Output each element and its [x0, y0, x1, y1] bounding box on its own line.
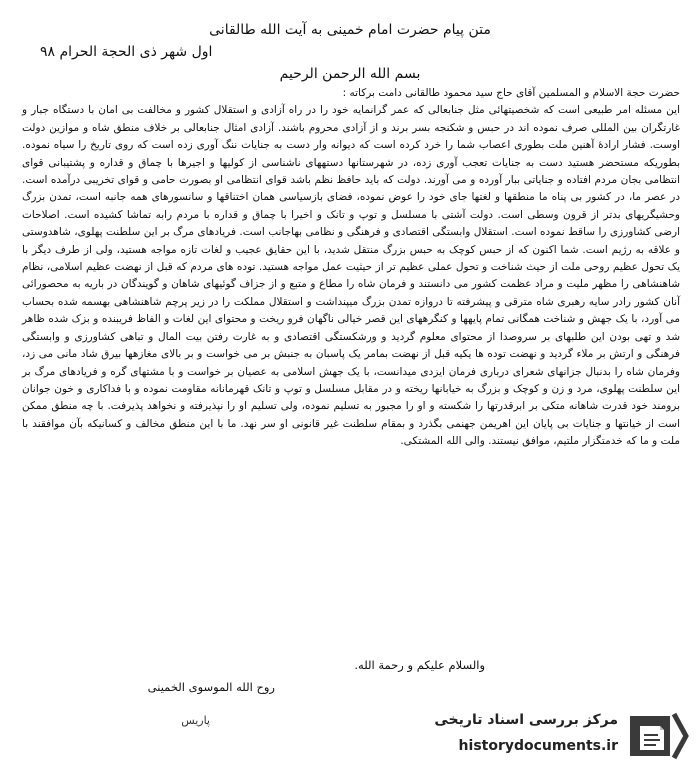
message-text: این مسئله امر طبیعی است که شخصیتهائی مثل جنابعالی که عمر گرانمایه خود را در راه آزادی و استقلال کشور و مخالفت بی امان با دستگاه جبار و غارتگران بین المللی صرف نموده اند در حبس و شکنجه بسر برند و از آزادی محروم باشند. آزادی امثال جنابعالی بر خلاف منطق شاه و موازین دولت اوست. فشار ارادۀ آهنین ملت بطوری اعصاب شما را خرد کرده است که دیوانه وار دست به جنایات ننگ آوری زده است که روی تاریخ را سیاه نموده. بطوریکه مستحضر هستید دست به جنایات تعجب آوری زده، در شهرستانها دستههای ناشناسی از کولیها و اجیرها با چماق و قداره و پشتیبانی قوای انتظامی بجان مردم افتاده و جنایاتی ببار آورده و می آورند. دولت که باید حافظ نظم باشد قوای انتظامی او بصورت حامی و قوای تخریبی درآمده است. در عصر ما، در کشور بی پناه ما منطقها و لغتها جای خود را عوض نموده، فضای بازسیاسی همان اختناقها و سانسورهای همه جانبه است، تمدن بزرگ وحشیگریهای بدتر از قرون وسطی است. دولت آشتی با مسلسل و توپ و تانک و اخیرا با چماق و قداره با مردم رابه تماشا کشیده است. اصلاحات ارضی کشاورزی را ساقط نموده است. استقلال وابستگی اقتصادی و فرهنگی و نظامی بهاجانب است. فریادهای مرگ بر این سلطنت پهلوی، شاهدوستی و علاقه به رژیم است. شما اکنون که از حبس کوچک به حبس بزرگ منتقل شدید، با این حقایق عجیب و لغات تازه مواجه هستید، ولی از طرف دیگر با یک تحول عظیم روحی ملت از حیث شناخت و تحول عملی عظیم تر از حیثیت عمل مواجه هستید. توده های مردم که قبل از نهضت عظیم اسلامی، نظام شاهنشاهی را مظهر ملیت و مراد عظمت کشور می دانستند و فرمان شاه را مطاع و متبع و از جزاف گوئیهای شاهان و گویندگان در باریه به محصورائی آنان کشور رادر سایه رهبری شاه مترقی و پیشرفته تا دروازه تمدن بزرگ میپنداشت و استقلال مملکت را در زیر پرچم شاهنشاهی بهسمه شده بحساب می آورد، با یک جهش و شناخت همگانی تمام پایهها و کنگرههای این قصر خیالی ناگهان فرو ریخت و محتوای این لغات و الفاظ فریبنده و بزک شده ظاهر شد و تهی بودن این طلبهای بر سروصدا از محتوای معلوم گردید و ورشکستگی اقتصادی و به غارت رفتن بیت المال و تباهی کشاورزی و وابستگی فرهنگی و ارتش بر ملاء گردید و نهضت توده ها یکیه قبل از نهضت بمامر یک پاسبان به جنبش بر می خواست و بر بالای مغازهها بیرق شاد مانی می زد، وفرمان شاه را بدنبال جزانهای شعرای درباری فرمان ایزدی میدانست، با یک جهش اسلامی به عصیان بر خواست و با مشتهای گره و فریادهای مرگ بر این سلطنت پهلوی، مرد و زن و کوچک و بزرگ به خیابانها ریخته و در مقابل مسلسل و توپ و تانک قهرمانانه مقاومت نموده و با فداکاری و خون جوانان برومند خود قدرت شاهانه متکی بر ابرقدرتها را شکسته و او را مجبور به تسلیم نموده، ولی تسلیم او را نپذیرفته و نخواهد پذیرفت. با چه منطق ممکن است از خیانتها و جنایات بی پایان این اهریمن جهنمی بگذرد و بمقام سلطنت غیر قانونی او سر نهد. ما با این منطق مخالف و کسانیکه بآن موافقند با ملت و ما که خدمتگزار ملتیم، موافق نیستند. والی الله المشتکی. — [22, 104, 680, 448]
salutation: حضرت حجة الاسلام و المسلمین آقای حاج سید محمود طالقانی دامت برکاته : — [342, 87, 680, 99]
watermark-logo — [412, 708, 694, 764]
document-date: اول شهر ذی الحجة الحرام ۹۸ — [40, 44, 213, 60]
document-title: متن پیام حضرت امام خمینی به آیت الله طالقانی — [209, 22, 491, 38]
document-center-logo-icon — [626, 710, 690, 762]
basmala: بسم الله الرحمن الرحیم — [279, 66, 421, 82]
watermark-url: historydocuments.ir — [458, 738, 618, 754]
place-name: پاریس — [181, 714, 210, 727]
closing-salam: والسلام علیکم و رحمة الله. — [354, 658, 485, 672]
document-body — [22, 85, 680, 451]
watermark-org-name: مرکز بررسی اسناد تاریخی — [434, 712, 618, 728]
signature: روح الله الموسوی الخمینی — [147, 680, 275, 694]
